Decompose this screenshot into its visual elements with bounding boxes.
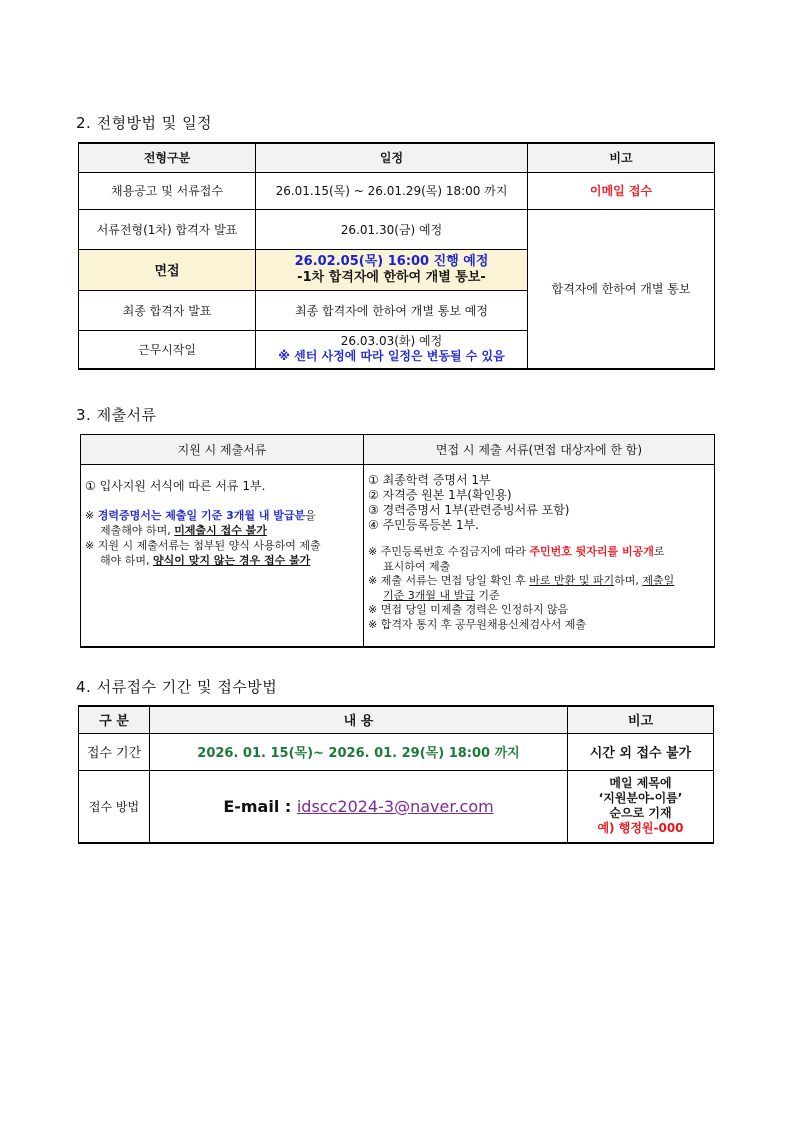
list-item: ④ 주민등록등본 1부. <box>368 518 479 532</box>
interview-note-4: ※ 합격자 통지 후 공무원채용신체검사서 제출 <box>368 617 586 631</box>
interview-docs-list <box>368 473 710 533</box>
documents-table <box>80 434 715 648</box>
interview-note-3: ※ 면접 당일 미제출 경력은 인정하지 않음 <box>368 603 569 616</box>
interview-notice: -1차 합격자에 한하여 개별 통보- <box>297 269 486 285</box>
section4-title: 4. 서류접수 기간 및 접수방법 <box>76 678 278 696</box>
row-schedule: 26.01.15(목) ~ 26.01.29(목) 18:00 까지 <box>256 172 528 209</box>
apply-item: ① 입사지원 서식에 따른 서류 1부. <box>85 479 266 493</box>
row-category: 근무시작일 <box>79 330 256 369</box>
list-item: ③ 경력증명서 1부(관련증빙서류 포함) <box>368 503 570 517</box>
header-interview-docs: 면접 시 제출 서류(면접 대상자에 한 함) <box>364 435 715 465</box>
period-value: 2026. 01. 15(목)~ 2026. 01. 29(목) 18:00 까지 <box>150 733 568 770</box>
header-apply-docs: 지원 시 제출서류 <box>81 435 364 465</box>
section3-title: 3. 제출서류 <box>76 406 157 424</box>
header-division: 구 분 <box>79 706 150 733</box>
interview-note-2: ※ 제출 서류는 면접 당일 확인 후 바로 반환 및 파기하며, 제출일 기준 3개월 내 발급 기준 <box>368 574 675 602</box>
list-item: ② 자격증 원본 1부(확인용) <box>368 488 512 502</box>
interview-date: 26.02.05(목) 16:00 진행 예정 <box>294 253 489 269</box>
section2-title: 2. 전형방법 및 일정 <box>76 114 213 132</box>
list-item: ① 최종학력 증명서 1부 <box>368 473 491 487</box>
period-label: 접수 기간 <box>79 733 150 770</box>
merged-note: 합격자에 한하여 개별 통보 <box>528 209 715 369</box>
apply-docs-cell <box>81 465 364 647</box>
submission-table <box>78 705 714 844</box>
row-category-interview: 면접 <box>79 249 256 290</box>
row-schedule-interview <box>256 249 528 290</box>
method-value <box>150 770 568 843</box>
apply-note-2: ※ 지원 시 제출서류는 첨부된 양식 사용하여 제출 해야 하며, 양식이 맞지 않는 경우 접수 불가 <box>85 539 321 567</box>
schedule-change-note: ※ 센터 사정에 따라 일정은 변동될 수 있음 <box>278 349 505 364</box>
method-note: 메일 제목에 ‘지원분야-이름’ 순으로 기재 예) 행정원-000 <box>568 770 714 843</box>
start-date: 26.03.03(화) 예정 <box>340 334 443 349</box>
email-link[interactable]: idscc2024-3@naver.com <box>296 796 494 816</box>
row-schedule <box>256 330 528 369</box>
header-category: 전형구분 <box>79 143 256 172</box>
header-note: 비고 <box>568 706 714 733</box>
row-category: 서류전형(1차) 합격자 발표 <box>79 209 256 249</box>
header-schedule: 일정 <box>256 143 528 172</box>
row-schedule: 최종 합격자에 한하여 개별 통보 예정 <box>256 290 528 330</box>
schedule-table <box>78 142 715 370</box>
header-content: 내 용 <box>150 706 568 733</box>
row-note-email: 이메일 접수 <box>528 172 715 209</box>
email-prefix: E-mail : <box>223 796 297 816</box>
row-schedule: 26.01.30(금) 예정 <box>256 209 528 249</box>
row-category: 채용공고 및 서류접수 <box>79 172 256 209</box>
apply-note-1: ※ 경력증명서는 제출일 기준 3개월 내 발급분을 제출해야 하며, 미제출시 접수 불가 <box>85 509 316 537</box>
interview-docs-cell <box>364 465 715 647</box>
period-note: 시간 외 접수 불가 <box>568 733 714 770</box>
interview-note-1: ※ 주민등록번호 수집금지에 따라 주민번호 뒷자리를 비공개로 표시하여 제출 <box>368 545 665 573</box>
method-label: 접수 방법 <box>79 770 150 843</box>
row-category: 최종 합격자 발표 <box>79 290 256 330</box>
header-note: 비고 <box>528 143 715 172</box>
